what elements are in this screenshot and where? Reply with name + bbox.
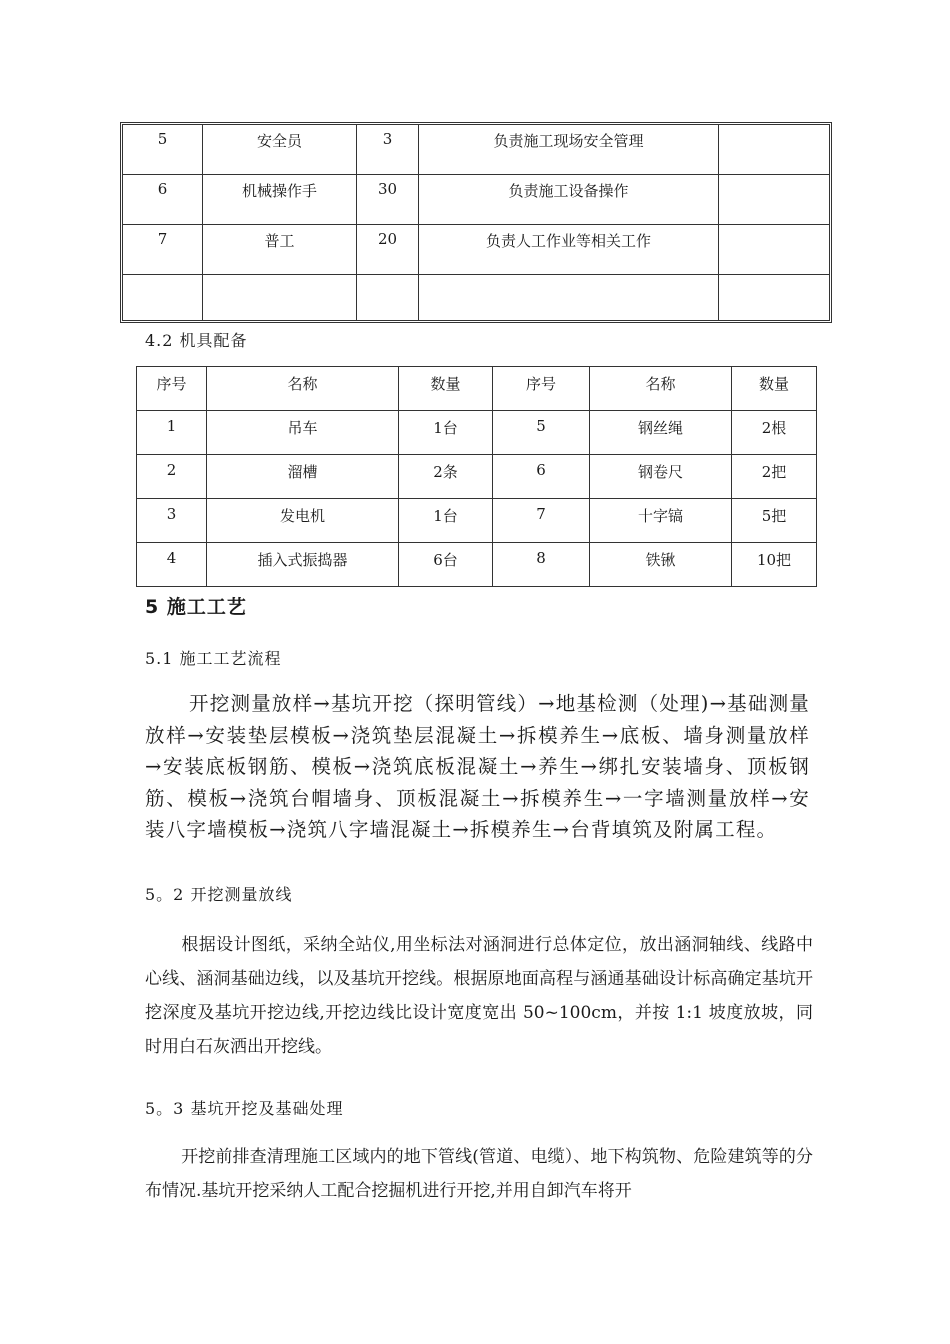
process-flow-paragraph: 开挖测量放样→基坑开挖（探明管线）→地基检测（处理)→基础测量放样→安装垫层模板→浇筑垫层混凝土→拆模养生→底板、墙身测量放样→安装底板钢筋、模板→浇筑底板混凝土→养生→绑扎安装墙身、顶板钢筋、模板→浇筑台帽墙身、顶板混凝土→拆模养生→一字墙测量放样→安装八字墙模板→浇筑八字墙混凝土→拆模养生→台背填筑及附属工程。 bbox=[145, 692, 810, 841]
table-row: 2 溜槽 2条 6 钢卷尺 2把 bbox=[137, 455, 817, 499]
table-row: 1 吊车 1台 5 钢丝绳 2根 bbox=[137, 411, 817, 455]
table-row: 6 机械操作手 30 负责施工设备操作 bbox=[123, 175, 830, 225]
table-row bbox=[123, 275, 830, 321]
section-heading-5-1: 5.1 施工工艺流程 bbox=[145, 649, 282, 668]
table-row: 4 插入式振捣器 6台 8 铁锹 10把 bbox=[137, 543, 817, 587]
staff-table bbox=[122, 124, 830, 321]
table-row: 5 安全员 3 负责施工现场安全管理 bbox=[123, 125, 830, 175]
section-heading-5-3: 5。3 基坑开挖及基础处理 bbox=[145, 1099, 344, 1118]
section-heading-4-2: 4.2 机具配备 bbox=[145, 331, 248, 350]
section-heading-5-2: 5。2 开挖测量放线 bbox=[145, 885, 293, 904]
equipment-table bbox=[136, 366, 817, 587]
table-header-row: 序号 名称 数量 序号 名称 数量 bbox=[137, 367, 817, 411]
table-row: 7 普工 20 负责人工作业等相关工作 bbox=[123, 225, 830, 275]
table-row: 3 发电机 1台 7 十字镐 5把 bbox=[137, 499, 817, 543]
paragraph-5-3: 开挖前排查清理施工区域内的地下管线(管道、电缆）、地下构筑物、危险建筑等的分布情况.基坑开挖采纳人工配合挖掘机进行开挖,并用自卸汽车将开 bbox=[145, 1147, 813, 1201]
section-heading-5: 5 施工工艺 bbox=[145, 596, 247, 618]
paragraph-5-2: 根据设计图纸，采纳全站仪,用坐标法对涵洞进行总体定位，放出涵洞轴线、线路中心线、涵洞基础边线，以及基坑开挖线。根据原地面高程与涵通基础设计标高确定基坑开挖深度及基坑开挖边线,开挖边线比设计宽度宽出 50~100cm，并按 1:1 坡度放坡，同时用白石灰洒出开挖线。 bbox=[145, 935, 813, 1057]
